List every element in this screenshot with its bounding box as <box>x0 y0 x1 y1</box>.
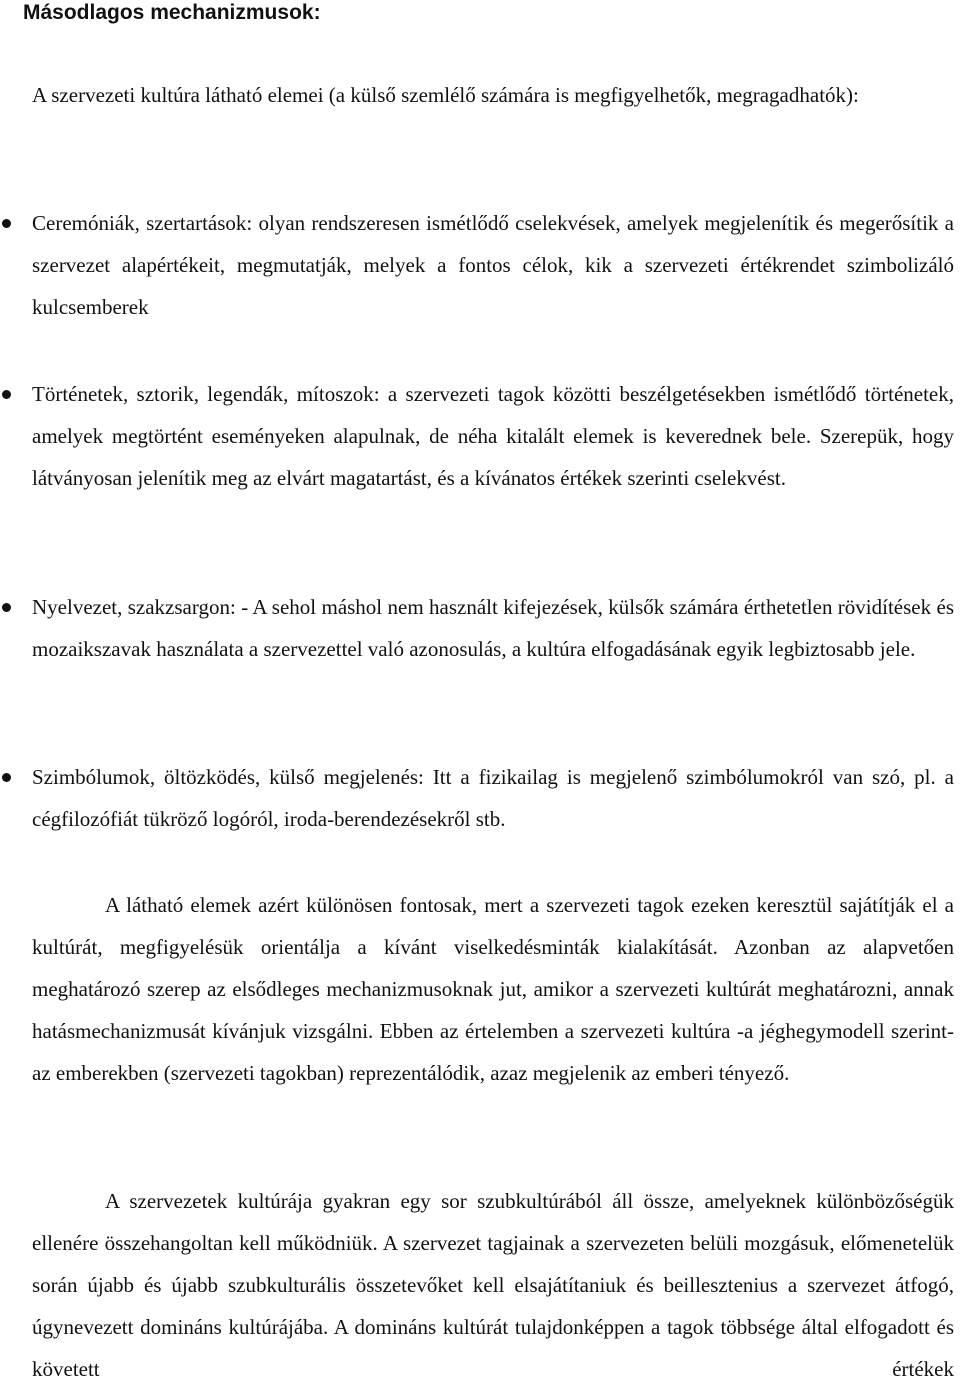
bullet-dot-icon <box>2 219 11 228</box>
intro-paragraph: A szervezeti kultúra látható elemei (a külső szemlélő számára is megfigyelhetők, megragadhatók): <box>32 83 859 107</box>
bullet-dot-icon <box>2 390 11 399</box>
body-paragraph-subcultures: A szervezetek kultúrája gyakran egy sor szubkultúrából áll össze, amelyeknek különbözőségük ellenére összehangoltan kell működniük. A szervezet tagjainak a szervezeten belüli mozgásuk, előmenetelük során újabb és újabb szubkulturális összetevőket kell elsajátítaniuk és beillesztenius a szervezet átfogó, úgynevezett domináns kultúrájába. A domináns kultúrát tulajdonképpen a tagok többsége által elfogadott és követett értékek <box>32 1189 954 1381</box>
bullet-text: Nyelvezet, szakzsargon: - A sehol máshol nem használt kifejezések, külsők számára érthetetlen rövidítések és mozaikszavak használata a szervezettel való azonosulás, a kultúra elfogadásának egyik legbiztosabb jele. <box>32 595 954 661</box>
bullet-text: Történetek, sztorik, legendák, mítoszok: a szervezeti tagok közötti beszélgetésekben ismétlődő történetek, amelyek megtörtént eseményeken alapulnak, de néha kitalált elemek is keverednek bele. Szerepük, hogy látványosan jelenítik meg az elvárt magatartást, és a kívánatos értékek szerinti cselekvést. <box>32 382 954 490</box>
section-heading: Másodlagos mechanizmusok: <box>23 1 321 24</box>
body-paragraph-visible-elements: A látható elemek azért különösen fontosak, mert a szervezeti tagok ezeken keresztül sajátítják el a kultúrát, megfigyelésük orientálja a kívánt viselkedésminták kialakítását. Azonban az alapvetően meghatározó szerep az elsődleges mechanizmusoknak jut, amikor a szervezeti kultúrát meghatározni, annak hatásmechanizmusát kívánjuk vizsgálni. Ebben az értelemben a szervezeti kultúra -a jéghegymodell szerint- az emberekben (szervezeti tagokban) reprezentálódik, azaz megjelenik az emberi tényező. <box>32 893 954 1085</box>
bullet-text: Szimbólumok, öltözködés, külső megjelenés: Itt a fizikailag is megjelenő szimbólumokról van szó, pl. a cégfilozófiát tükröző logóról, iroda-berendezésekről stb. <box>32 765 954 831</box>
bullet-dot-icon <box>2 603 11 612</box>
bullet-dot-icon <box>2 773 11 782</box>
bullet-text: Ceremóniák, szertartások: olyan rendszeresen ismétlődő cselekvések, amelyek megjelenítik és megerősítik a szervezet alapértékeit, megmutatják, melyek a fontos célok, kik a szervezeti értékrendet szimbolizáló kulcsemberek <box>32 211 954 319</box>
